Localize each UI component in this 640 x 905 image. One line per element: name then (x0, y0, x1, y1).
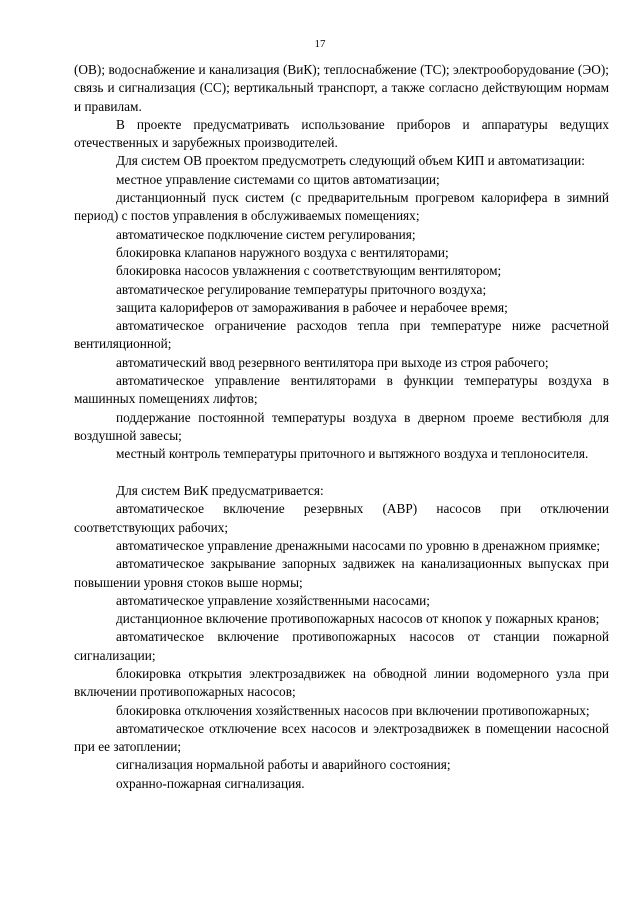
list-item: автоматическое управление хозяйственными насосами; (116, 592, 430, 608)
list-item: автоматическое отключение всех насосов и электрозадвижек в помещении насосной при ее затоплении; (74, 720, 609, 755)
list-item: автоматическое управление вентиляторами в функции температуры воздуха в машинных помещениях лифтов; (74, 373, 609, 407)
paragraph: Для систем ВиК предусматривается: (116, 483, 324, 499)
list-item: автоматическое ограничение расходов тепла при температуре ниже расчетной вентиляционной; (74, 318, 609, 352)
list-item: автоматическое включение резервных (АВР) насосов при отключении соответствующих рабочих; (74, 501, 609, 535)
list-item: блокировка клапанов наружного воздуха с вентиляторами; (116, 244, 449, 260)
list-item: дистанционное включение противопожарных насосов от кнопок у пожарных кранов; (116, 611, 600, 627)
page-number: 17 (314, 38, 326, 50)
list-item: автоматическое регулирование температуры приточного воздуха; (116, 281, 487, 297)
paragraph: В проекте предусматривать использование приборов и аппаратуры ведущих отечественных и зарубежных производителей. (74, 116, 609, 151)
list-item: автоматическое закрывание запорных задвижек на канализационных выпусках при повышении уровня стоков выше нормы; (74, 556, 609, 590)
list-item: охранно-пожарная сигнализация. (116, 775, 305, 791)
paragraph: (ОВ); водоснабжение и канализация (ВиК); теплоснабжение (ТС); электрооборудование (ЭО); связь и сигнализация (СС); вертикальный транспорт, а также согласно действующим нормам и правилам. (74, 62, 609, 114)
list-item: автоматическое управление дренажными насосами по уровню в дренажном приямке; (116, 537, 601, 553)
list-item: блокировка открытия электрозадвижек на обводной линии водомерного узла при включении противопожарных насосов; (74, 666, 609, 700)
document-body (74, 61, 609, 793)
list-item: автоматическое подключение систем регулирования; (116, 226, 416, 242)
list-item: местный контроль температуры приточного и вытяжного воздуха и теплоносителя. (116, 446, 589, 462)
list-item: блокировка насосов увлажнения с соответствующим вентилятором; (116, 263, 502, 279)
list-item: блокировка отключения хозяйственных насосов при включении противопожарных; (116, 702, 590, 718)
list-item: поддержание постоянной температуры воздуха в дверном проеме вестибюля для воздушной завесы; (74, 409, 609, 443)
list-item: местное управление системами со щитов автоматизации; (116, 171, 440, 187)
list-item: защита калориферов от замораживания в рабочее и нерабочее время; (116, 299, 508, 315)
list-item: сигнализация нормальной работы и аварийного состояния; (116, 757, 451, 773)
paragraph: Для систем ОВ проектом предусмотреть следующий объем КИП и автоматизации: (116, 153, 585, 169)
list-item: дистанционный пуск систем (с предварительным прогревом калорифера в зимний период) с постов управления в обслуживаемых помещениях; (74, 190, 609, 224)
list-item: автоматический ввод резервного вентилятора при выходе из строя рабочего; (116, 354, 549, 370)
list-item: автоматическое включение противопожарных насосов от станции пожарной сигнализации; (74, 629, 609, 663)
paragraph-gap (74, 464, 609, 483)
